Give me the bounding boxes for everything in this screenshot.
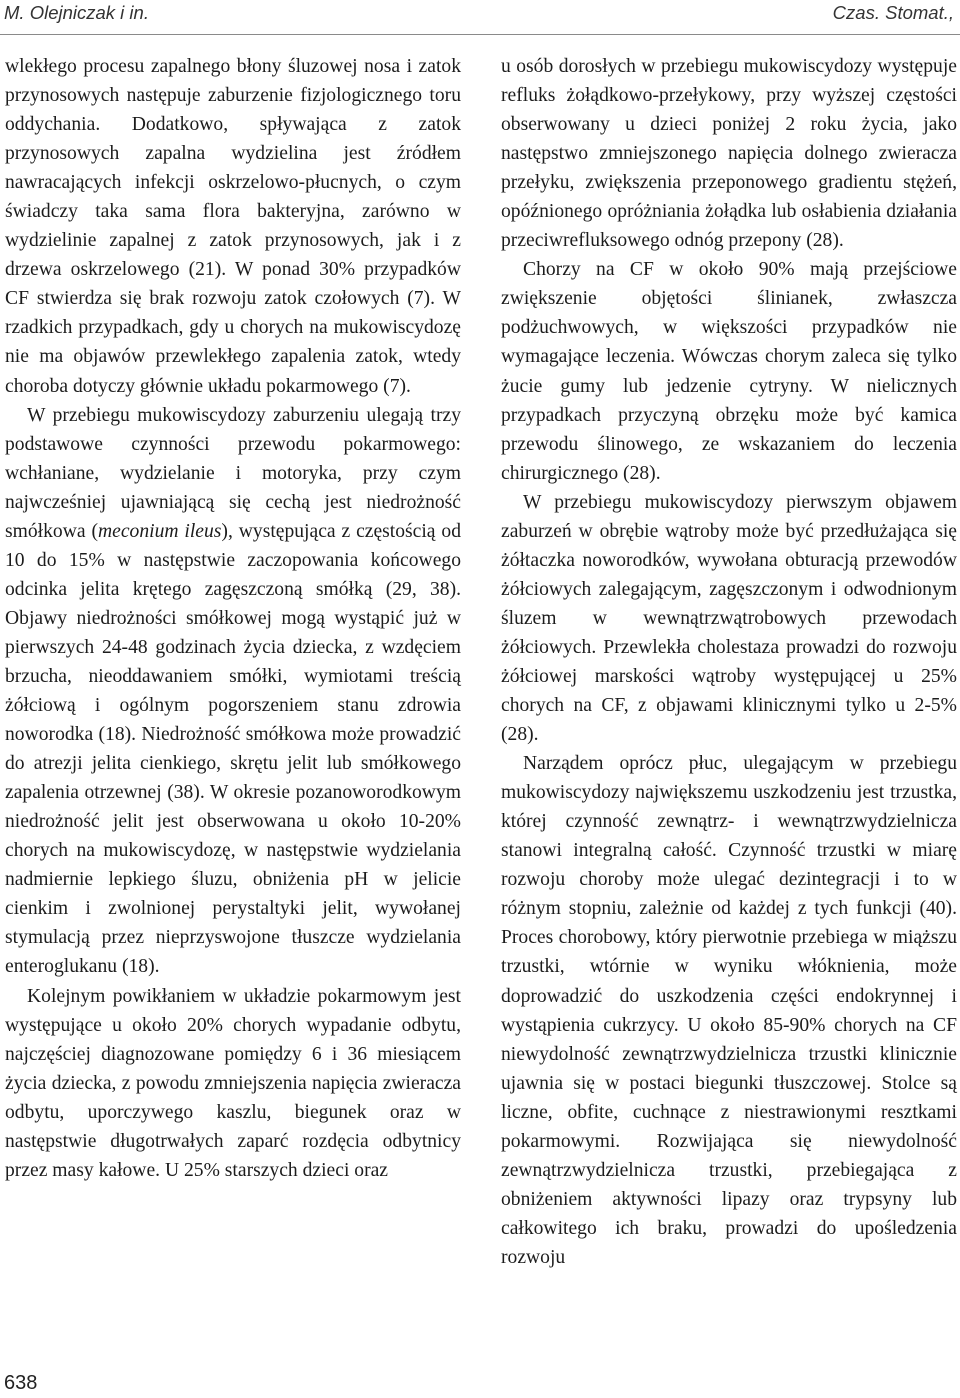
left-paragraph-3: Kolejnym powikłaniem w układzie pokarmowym jest występujące u około 20% chorych wypadanie odbytu, najczęściej diagnozowane pomiędzy 6 i 36 miesiącem życia dziecka, z powodu zmniejszenia napięcia zwieracza odbytu, uporczywego kaszlu, biegunek oraz w następstwie długotrwałych zaparć rozdęcia odbytnicy przez masy kałowe. U 25% starszych dzieci oraz (5, 985, 461, 1181)
right-paragraph-1: u osób dorosłych w przebiegu mukowiscydozy występuje refluks żołądkowo-przełykowy, przy wyższej częstości obserwowany u dzieci poniżej 2 roku życia, jako następstwo zmniejszonego napięcia dolnego zwieracza przełyku, zwiększenia przeponowego gradientu stężeń, opóźnionego opróżniania żołądka lub osłabienia działania przeciwrefluksowego odnóg przepony (28). (501, 56, 957, 252)
right-paragraph-2: Chorzy na CF w około 90% mają przejściowe zwiększenie objętości ślinianek, zwłaszcza podżuchwowych, w większości przypadków nie wymagające leczenia. Wówczas chorym zaleca się tylko żucie gumy lub jedzenie cytryny. W nielicznych przypadkach przyczyną obrzęku może być kamica przewodu ślinowego, ze wskazaniem do leczenia chirurgicznego (28). (501, 259, 957, 484)
left-paragraph-2-text-b: ), występująca z częstością od 10 do 15% w następstwie zaczopowania końcowego odcinka jelita krętego zagęszczoną smółką (29, 38). Objawy niedrożności smółkowej mogą wystąpić już w pierwszych 24-48 godzinach życia dziecka, z wzdęciem brzucha, nieoddawaniem smółki, wymiotami treścią żółciową i ogólnym pogorszeniem stanu zdrowia noworodka (18). Niedrożność smółkowa może prowadzić do atrezji jelita cienkiego, skrętu jelit lub smółkowego zapalenia otrzewnej (38). W okresie pozanoworodkowym niedrożność jelit jest obserwowana u około 10-20% chorych na mukowiscydozę, w następstwie wydzielania nadmiernie lepkiego śluzu, obniżenia pH w jelicie cienkim i zwolnionej perystaltyki jelit, wywołanej stymulacją przez nieprzyswojone tłuszcze wydzielania enteroglukanu (18). (5, 520, 461, 978)
right-paragraph-4: Narządem oprócz płuc, ulegającym w przebiegu mukowiscydozy największemu uszkodzeniu jest trzustka, której czynność zewnątrz- i wewnątrzwydzielnicza stanowi integralną całość. Czynność trzustki w miarę rozwoju choroby może ulegać dezintegracji i to w różnym stopniu, zależnie od każdej z tych funkcji (40). Proces chorobowy, który pierwotnie przebiega w miąższu trzustki, wtórnie w wyniku włóknienia, może doprowadzić do uszkodzenia części endokrynnej i wystąpienia cukrzycy. U około 85-90% chorych na CF niewydolność zewnątrzwydzielnicza trzustki klinicznie ujawnia się w postaci biegunki tłuszczowej. Stolce są liczne, obfite, cuchnące z niestrawionymi resztkami pokarmowymi. Rozwijająca się niewydolność zewnątrzwydzielnicza trzustki, przebiegająca z obniżeniem aktywności lipazy oraz trypsyny lub całkowitego ich braku, prowadzi do upośledzenia rozwoju (501, 753, 957, 1268)
right-paragraph-3: W przebiegu mukowiscydozy pierwszym objawem zaburzeń w obrębie wątroby może być przedłużająca się żółtaczka noworodków, wywołana obturacją przewodów żółciowych zalegającym, zagęszczonym i odwodnionym śluzem w wewnątrzwątrobowych przewodach żółciowych. Przewlekła cholestaza prowadzi do rozwoju żółciowej marskości wątroby występującej u 25% chorych na CF, z objawami klinicznymi tylko u 2-5% (28). (501, 491, 957, 746)
running-header (0, 0, 960, 34)
header-rule (0, 34, 960, 35)
left-paragraph-2-text-a: W przebiegu mukowiscydozy zaburzeniu ulegają trzy podstawowe czynności przewodu pokarmowego: wchłaniane, wydzielanie i motoryka, przy czym najwcześniej ujawniającą się cechą jest niedrożność smółkowa ( (5, 404, 461, 542)
left-paragraph-2 (5, 401, 461, 982)
header-authors: M. Olejniczak i in. (4, 2, 149, 23)
left-paragraph-1: wlekłego procesu zapalnego błony śluzowej nosa i zatok przynosowych następuje zaburzenie fizjologicznego toru oddychania. Dodatkowo, spływająca z zatok przynosowych zapalna wydzielina jest źródłem nawracających infekcji oskrzelowo-płucnych, o czym świadczy taka sama flora bakteryjna, zarówno w wydzielinie zapalnej z zatok przynosowych, jak i z drzewa oskrzelowego (21). W ponad 30% przypadków CF stwierdza się brak rozwoju zatok czołowych (7). W rzadkich przypadkach, gdy u chorych na mukowiscydozę nie ma objawów przewlekłego zapalenia zatok, wtedy choroba dotyczy głównie układu pokarmowego (7). (5, 56, 461, 397)
left-column (5, 52, 461, 1185)
meconium-ileus-term: meconium ileus (97, 520, 222, 542)
page-number: 638 (4, 1372, 38, 1394)
right-column (501, 52, 957, 1272)
header-journal: Czas. Stomat., (832, 2, 954, 23)
